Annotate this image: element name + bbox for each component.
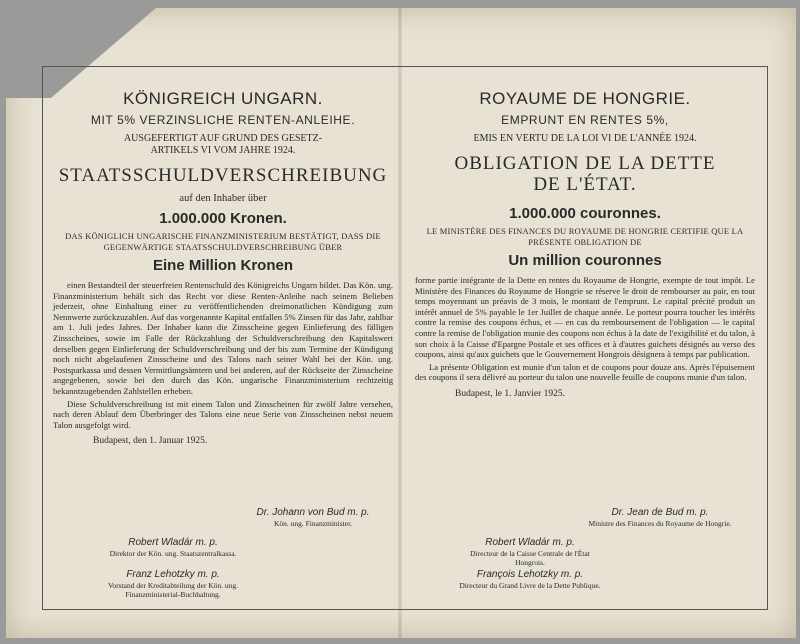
left-signature-2 xyxy=(93,537,253,558)
left-confirm: DAS KÖNIGLICH UNGARISCHE FINANZMINISTERIUM BESTÄTIGT, DASS DIE GEGENWÄRTIGE STAATSSCHULDVERSCHREIBUNG ÜBER xyxy=(65,231,381,252)
left-sig1-name: Dr. Johann von Bud m. p. xyxy=(256,507,370,518)
right-sig1-role: Ministre des Finances du Royaume de Hongrie. xyxy=(588,519,732,528)
right-sig3-role: Directeur du Grand Livre de la Dette Publique. xyxy=(459,581,601,590)
left-million: Eine Million Kronen xyxy=(152,257,293,274)
left-date: Budapest, den 1. Januar 1925. xyxy=(93,436,208,447)
left-sig1-role: Kön. ung. Finanzminister. xyxy=(273,519,353,528)
right-signature-3 xyxy=(445,569,615,590)
bond-document xyxy=(6,8,796,638)
left-amount: 1.000.000 Kronen. xyxy=(159,210,287,227)
right-sig1-name: Dr. Jean de Bud m. p. xyxy=(611,507,709,518)
document-frame xyxy=(42,66,768,610)
right-signature-1 xyxy=(565,507,755,528)
left-signature-1 xyxy=(228,507,398,528)
left-sig2-role: Direktor der Kön. ung. Staatszentralkassa. xyxy=(109,549,237,558)
left-issued: AUSGEFERTIGT AUF GRUND DES GESETZ-ARTIKELS VI VOM JAHRE 1924. xyxy=(123,133,323,156)
right-signature-2 xyxy=(445,537,615,567)
right-body-2: La présente Obligation est munie d'un talon et de coupons pour douze ans. Après l'épuisement des coupons il sera délivré au porteur du talon une nouvelle feuille de coupons munie d'un talon. xyxy=(415,361,755,383)
left-sig3-role: Vorstand der Kreditabteilung der Kön. ung. Finanzministerial-Buchhaltung. xyxy=(107,581,239,599)
right-issued: EMIS EN VERTU DE LA LOI VI DE L'ANNÉE 1924. xyxy=(473,133,697,144)
left-sig3-name: Franz Lehotzky m. p. xyxy=(126,569,220,580)
left-doc-type: STAATSSCHULDVERSCHREIBUNG xyxy=(58,165,388,186)
right-sig3-name: François Lehotzky m. p. xyxy=(476,569,584,580)
right-date: Budapest, le 1. Janvier 1925. xyxy=(455,388,566,399)
right-subtitle: EMPRUNT EN RENTES 5%, xyxy=(501,113,669,127)
left-sig2-name: Robert Wladár m. p. xyxy=(128,537,218,548)
right-million: Un million couronnes xyxy=(508,252,662,269)
left-bearer: auf den Inhaber über xyxy=(179,193,267,204)
french-column xyxy=(415,89,755,590)
right-sig2-name: Robert Wladár m. p. xyxy=(485,537,575,548)
right-doc-type: OBLIGATION DE LA DETTE DE L'ÉTAT. xyxy=(454,153,716,195)
right-title: ROYAUME DE HONGRIE. xyxy=(479,89,691,108)
left-body-2: Diese Schuldverschreibung ist mit einem Talon und Zinsscheinen für zwölf Jahre versehen, nach deren Ablauf dem Überbringer des Talons eine neue Serie von Zinsscheinen nebst neuem Talon ausgefolgt wird. xyxy=(53,398,393,430)
right-amount: 1.000.000 couronnes. xyxy=(509,205,661,222)
right-body-1: forme partie intégrante de la Dette en rentes du Royaume de Hongrie, exempte de tout impôt. Le Ministère des Finances du Royaume de Hongrie se réserve le droit de rembourser au pair, en tout temps moyennant un préavis de 3 mois, le montant de l'emprunt. Le capital précité produit un intérêt annuel de 5% payable le 1er Juillet de chaque année. Le porteur pourra toucher les intérêts contre la remise des coupons échus, et — en cas du remboursement de l'obligation — le capital contre la remise de l'obligation munie des coupons non échus à la date de l'exigibilité et du talon, à son choix à la Caisse d'Epargne Postale et ses offices et à d'autres guichets désignés au verso des coupons, ainsi qu'aux guichets que le Gouvernement Hongrois désignera à temps par publication. xyxy=(415,275,755,360)
left-title: KÖNIGREICH UNGARN. xyxy=(123,89,323,108)
right-sig2-role: Directeur de la Caisse Centrale de l'État Hongrois. xyxy=(470,549,590,567)
left-body-1: einen Bestandteil der steuerfreien Rentenschuld des Königreichs Ungarn bildet. Das Kön. ung. Finanzministerium behält sich das Recht vor diese Renten-Anleihe nach seinem Belieben jederzeit, ohne Einhaltung einer zu veröffentlichenden dreimonatlichen Kündigung zum Nennwerte zurückzuzahlen. Auf das vorgenannte Kapital entfallen 5% Zinsen für das Jahr, zahlbar am 1. Juli jedes Jahres. Der Inhaber kann die Zinsscheine gegen Einlieferung des fälligen Zinsscheines, sowie im Falle der Rückzahlung der Schuldverschreibung den Kapitalswert derselben gegen Einlieferung der Schuldverschreibung und der bis zum Termine der Kündigung noch nicht abgelaufenen Zinsscheine und des Talons nach seiner Wahl bei der Kön. ung. Postsparkassa und dessen Vermittlungsämtern und bei anderen, auf der Rückseite der Zinsscheine angegebenen, sowie bei den durch das Kön. ungarische Finanzministerium rechtzeitig bekanntzugebenden Zahlstellen erheben. xyxy=(53,280,393,396)
left-signature-3 xyxy=(93,569,253,599)
left-subtitle: MIT 5% VERZINSLICHE RENTEN-ANLEIHE. xyxy=(90,113,356,127)
right-confirm: LE MINISTÈRE DES FINANCES DU ROYAUME DE HONGRIE CERTIFIE QUE LA PRÉSENTE OBLIGATION DE xyxy=(426,226,744,247)
german-column xyxy=(53,89,393,599)
